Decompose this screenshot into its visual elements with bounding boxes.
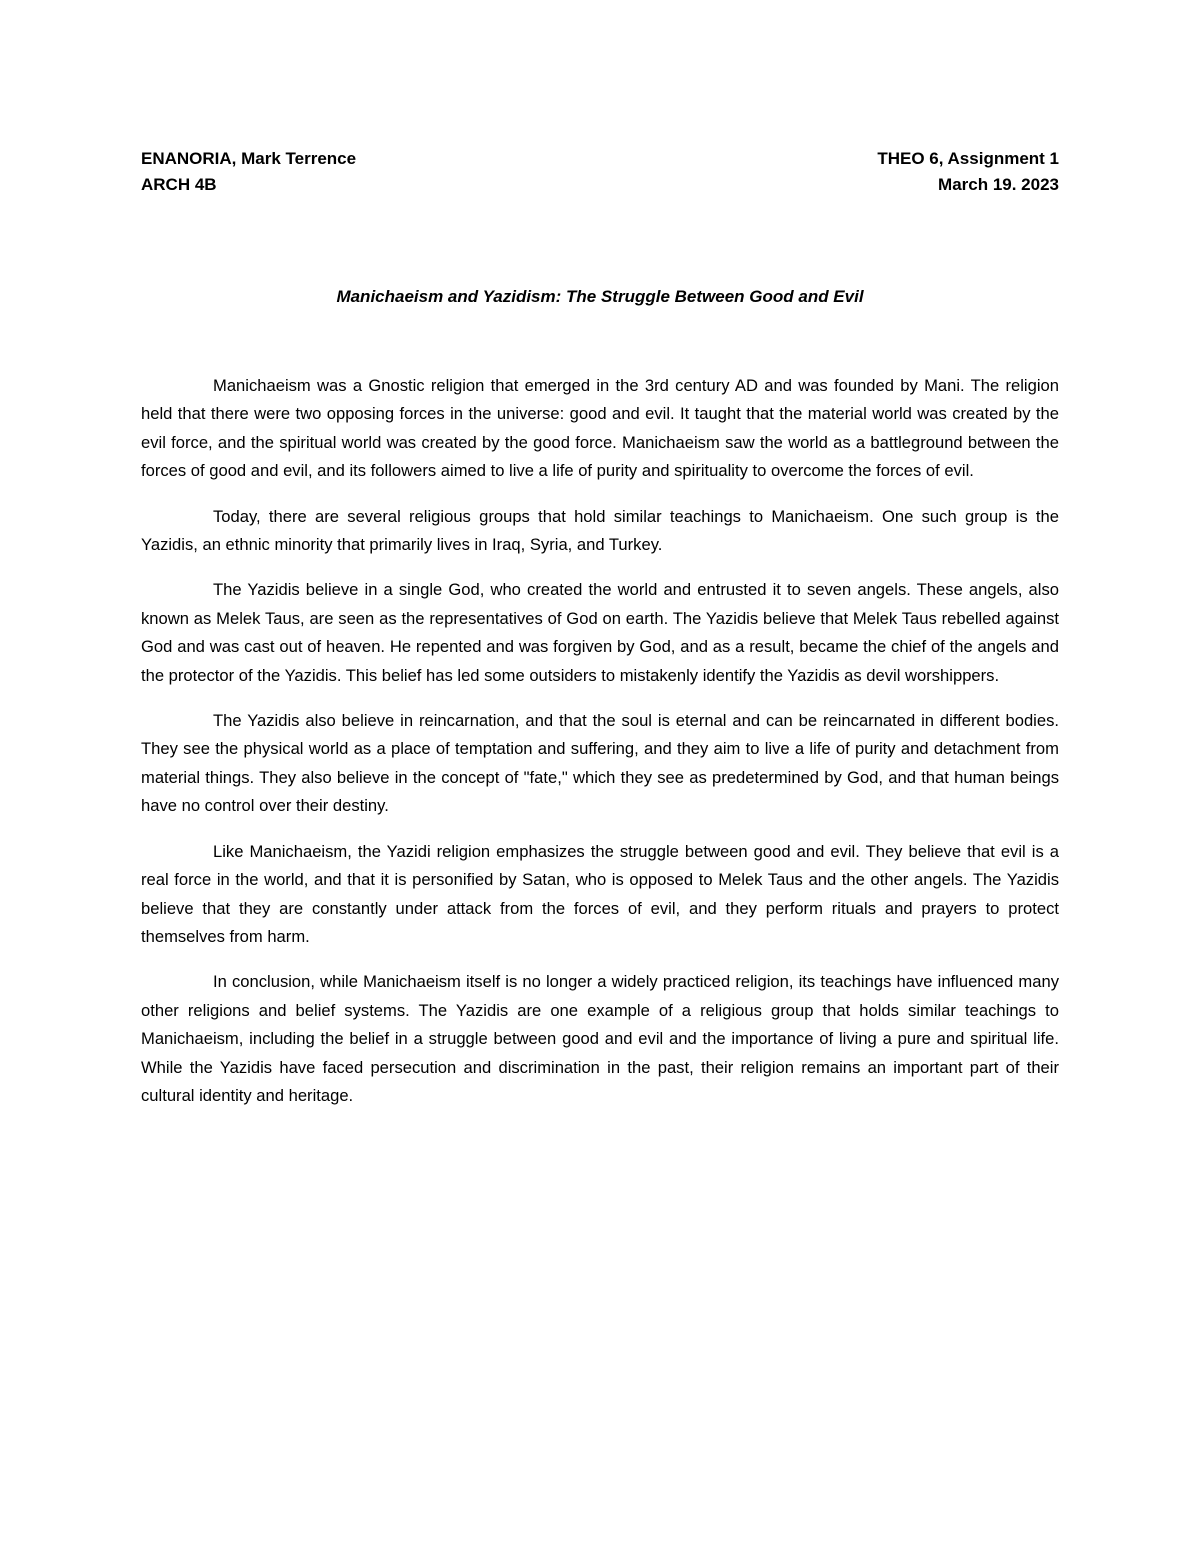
paragraph-2: Today, there are several religious groups that hold similar teachings to Manichaeism. One such group is the Yazidis, an ethnic minority that primarily lives in Iraq, Syria, and Turkey. — [141, 506, 1059, 555]
section: ARCH 4B — [141, 175, 217, 194]
author-name: ENANORIA, Mark Terrence — [141, 149, 357, 168]
paragraph-5: Like Manichaeism, the Yazidi religion emphasizes the struggle between good and evil. They believe that evil is a real force in the world, and that it is personified by Satan, who is opposed to Melek Taus and the other angels. The Yazidis believe that they are constantly under attack from the forces of evil, and they perform rituals and prayers to protect themselves from harm. — [141, 841, 1059, 946]
course-assignment: THEO 6, Assignment 1 — [877, 149, 1059, 168]
document-title: Manichaeism and Yazidism: The Struggle Between Good and Evil — [336, 287, 864, 306]
header-row-1 — [141, 146, 1059, 172]
document-body — [141, 372, 1059, 1127]
paragraph-4: The Yazidis also believe in reincarnation, and that the soul is eternal and can be reincarnated in different bodies. They see the physical world as a place of temptation and suffering, and they aim to live a life of purity and detachment from material things. They also believe in the concept of "fate," which they see as predetermined by God, and that human beings have no control over their destiny. — [141, 711, 1059, 816]
paragraph-6: In conclusion, while Manichaeism itself is no longer a widely practiced religion, its teachings have influenced many other religions and belief systems. The Yazidis are one example of a religious group that holds similar teachings to Manichaeism, including the belief in a struggle between good and evil and the importance of living a pure and spiritual life. While the Yazidis have faced persecution and discrimination in the past, their religion remains an important part of their cultural identity and heritage. — [141, 972, 1059, 1105]
header-row-2 — [141, 172, 1059, 198]
paragraph-1: Manichaeism was a Gnostic religion that emerged in the 3rd century AD and was founded by Mani. The religion held that there were two opposing forces in the universe: good and evil. It taught that the material world was created by the evil force, and the spiritual world was created by the good force. Manichaeism saw the world as a battleground between the forces of good and evil, and its followers aimed to live a life of purity and spirituality to overcome the forces of evil. — [141, 376, 1059, 481]
date: March 19. 2023 — [938, 175, 1059, 194]
paragraph-3: The Yazidis believe in a single God, who created the world and entrusted it to seven angels. These angels, also known as Melek Taus, are seen as the representatives of God on earth. The Yazidis believe that Melek Taus rebelled against God and was cast out of heaven. He repented and was forgiven by God, and as a result, became the chief of the angels and the protector of the Yazidis. This belief has led some outsiders to mistakenly identify the Yazidis as devil worshippers. — [141, 580, 1059, 685]
document-header — [141, 146, 1059, 198]
